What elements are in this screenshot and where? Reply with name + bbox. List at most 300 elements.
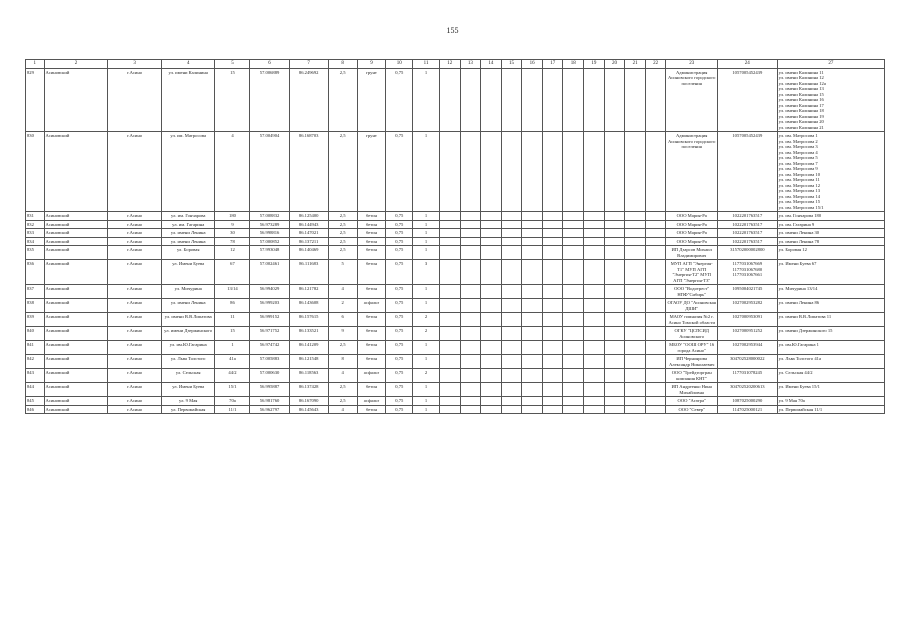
cover-cell: бетон <box>357 383 386 397</box>
ogrn-cell: 304702528000022 <box>717 355 777 369</box>
empty-cell <box>460 405 481 414</box>
page-number: 155 <box>446 26 459 35</box>
empty-cell <box>522 327 543 341</box>
empty-cell <box>522 299 543 313</box>
empty-cell <box>439 220 460 229</box>
column-header: 10 <box>386 60 413 69</box>
empty-cell <box>460 355 481 369</box>
column-header: 20 <box>604 60 625 69</box>
lon-cell: 86.137211 <box>289 237 328 246</box>
lat-cell: 57.008832 <box>250 212 289 221</box>
empty-cell <box>481 327 502 341</box>
city-cell: г.Асино <box>108 285 162 299</box>
empty-cell <box>645 68 666 132</box>
owner-cell: ОГАОУ ДО "Асиновская ДШИ" <box>667 300 716 311</box>
empty-cell <box>481 246 502 260</box>
table-row <box>26 313 885 327</box>
city-cell: г.Асино <box>108 313 162 327</box>
empty-cell <box>522 405 543 414</box>
column-header: 11 <box>413 60 440 69</box>
area-cell: 2,5 <box>328 220 357 229</box>
row-number: 842 <box>26 355 45 369</box>
table-row <box>26 383 885 397</box>
house-cell: 12 <box>215 246 250 260</box>
house-cell: 9 <box>215 220 250 229</box>
lon-cell: 86.140469 <box>289 246 328 260</box>
empty-cell <box>542 260 563 285</box>
empty-cell <box>625 246 646 260</box>
lon-cell: 86.167090 <box>289 397 328 406</box>
empty-cell <box>604 132 625 212</box>
street-cell: ул. им. Гончарова <box>161 212 215 221</box>
volume-cell: 0,75 <box>386 68 413 132</box>
empty-cell <box>501 220 522 229</box>
row-number: 835 <box>26 246 45 260</box>
empty-cell <box>625 132 646 212</box>
cover-cell: бетон <box>357 237 386 246</box>
ogrn-cell: 1147025000121 <box>717 405 777 414</box>
lat-cell: 56.999203 <box>250 299 289 313</box>
count-cell: 2 <box>413 313 440 327</box>
column-header: 5 <box>215 60 250 69</box>
city-cell: г.Асино <box>108 383 162 397</box>
empty-cell <box>645 237 666 246</box>
empty-cell <box>481 220 502 229</box>
empty-cell <box>563 299 584 313</box>
empty-cell <box>645 327 666 341</box>
cover-cell: бетон <box>357 260 386 285</box>
empty-cell <box>625 327 646 341</box>
district-cell: Асиновский <box>44 313 108 327</box>
street-cell: ул. имени Ленина <box>161 237 215 246</box>
house-cell: 15 <box>215 68 250 132</box>
street-cell: ул. им.Ю.Гагарина <box>161 341 215 355</box>
served-addresses-cell <box>777 397 884 406</box>
empty-cell <box>645 299 666 313</box>
lon-cell: 86.141209 <box>289 341 328 355</box>
house-cell: 180 <box>215 212 250 221</box>
cover-cell: бетон <box>357 229 386 238</box>
lat-cell: 56.962797 <box>250 405 289 414</box>
empty-cell <box>501 260 522 285</box>
street-cell: ул. им. Гагарина <box>161 220 215 229</box>
street-cell: ул. имени В.В.Липатова <box>161 313 215 327</box>
owner-cell: ООО Мария-Ра <box>666 212 717 221</box>
empty-cell <box>460 212 481 221</box>
empty-cell <box>584 341 605 355</box>
lat-cell: 56.995887 <box>250 383 289 397</box>
address-line: ул. Первомайская 11/1 <box>778 406 823 412</box>
lon-cell: 86.118563 <box>289 369 328 383</box>
empty-cell <box>522 355 543 369</box>
empty-cell <box>584 327 605 341</box>
count-cell: 2 <box>413 327 440 341</box>
empty-cell <box>501 355 522 369</box>
city-cell: г.Асино <box>108 229 162 238</box>
empty-cell <box>460 220 481 229</box>
ogrn-cell: 1087025000290 <box>717 397 777 406</box>
volume-cell: 0,75 <box>386 369 413 383</box>
address-line: ул. им. Матросова 9 <box>778 166 818 171</box>
empty-cell <box>625 68 646 132</box>
street-cell: ул. имени Ленина <box>161 299 215 313</box>
empty-cell <box>522 383 543 397</box>
address-line: ул. им. Матросова 2 <box>778 138 818 144</box>
served-addresses-cell <box>777 341 884 355</box>
empty-cell <box>439 285 460 299</box>
area-cell: 4 <box>328 369 357 383</box>
address-line: ул. им. Матросова 5 <box>778 155 818 160</box>
owner-cell: ООО Мария-Ра <box>666 237 717 246</box>
empty-cell <box>604 68 625 132</box>
house-cell: 1 <box>215 341 250 355</box>
district-cell: Асиновский <box>44 68 108 132</box>
empty-cell <box>439 355 460 369</box>
lat-cell: 56.973289 <box>250 220 289 229</box>
count-cell: 3 <box>413 260 440 285</box>
district-cell: Асиновский <box>44 260 108 285</box>
volume-cell: 0,75 <box>386 405 413 414</box>
column-header: 7 <box>289 60 328 69</box>
served-addresses-cell <box>777 299 884 313</box>
ogrn-cell: 1027000953091 <box>717 313 777 327</box>
count-cell: 1 <box>413 397 440 406</box>
lat-cell: 57.000852 <box>250 237 289 246</box>
house-cell: 70а <box>215 397 250 406</box>
area-cell: 2,5 <box>328 132 357 212</box>
lat-cell: 56.974742 <box>250 341 289 355</box>
empty-cell <box>460 341 481 355</box>
empty-cell <box>542 313 563 327</box>
lon-cell: 86.137428 <box>289 383 328 397</box>
area-cell: 2,5 <box>328 383 357 397</box>
table-row <box>26 229 885 238</box>
volume-cell: 0,75 <box>386 260 413 285</box>
house-cell: 30 <box>215 229 250 238</box>
row-number: 843 <box>26 369 45 383</box>
address-line: ул. им. Матросова 15/1 <box>778 204 824 210</box>
served-addresses-cell <box>777 237 884 246</box>
ogrn-cell: 1177031078245 <box>717 369 777 383</box>
empty-cell <box>604 212 625 221</box>
address-line: ул. им. Матросова 14 <box>778 193 821 199</box>
empty-cell <box>563 313 584 327</box>
empty-cell <box>460 237 481 246</box>
table-row <box>26 341 885 355</box>
empty-cell <box>481 237 502 246</box>
address-line: ул. им. Матросова 10 <box>778 171 821 177</box>
empty-cell <box>645 355 666 369</box>
lon-cell: 86.145643 <box>289 405 328 414</box>
area-cell: 8 <box>328 355 357 369</box>
street-cell: ул. имени Калинина <box>161 68 215 132</box>
empty-cell <box>501 285 522 299</box>
empty-cell <box>522 68 543 132</box>
city-cell: г.Асино <box>108 220 162 229</box>
column-header: 3 <box>108 60 162 69</box>
empty-cell <box>542 355 563 369</box>
empty-cell <box>460 327 481 341</box>
empty-cell <box>625 369 646 383</box>
waste-sites-table <box>25 59 885 414</box>
empty-cell <box>501 397 522 406</box>
ogrn-cell: 1057005452439 <box>717 68 777 132</box>
served-addresses-cell <box>777 285 884 299</box>
empty-cell <box>501 369 522 383</box>
empty-cell <box>481 383 502 397</box>
row-number: 833 <box>26 229 45 238</box>
cover-cell: бетон <box>357 246 386 260</box>
empty-cell <box>563 229 584 238</box>
lon-cell: 86.133521 <box>289 327 328 341</box>
owner-cell: ИП Черноярова Александр Николаевич <box>666 355 717 369</box>
empty-cell <box>501 299 522 313</box>
owner-cell: ИП Дзарсов Михаил Владимирович <box>666 246 717 260</box>
empty-cell <box>584 237 605 246</box>
served-addresses-cell <box>777 132 884 212</box>
table-row <box>26 285 885 299</box>
empty-cell <box>481 313 502 327</box>
empty-cell <box>460 229 481 238</box>
cover-cell: грунт <box>357 132 386 212</box>
area-cell: 2,5 <box>328 246 357 260</box>
empty-cell <box>645 383 666 397</box>
empty-cell <box>439 397 460 406</box>
served-addresses-cell <box>777 313 884 327</box>
area-cell: 2,5 <box>328 397 357 406</box>
address-line: ул. Имени Буева 15/1 <box>778 384 820 389</box>
city-cell: г.Асино <box>108 405 162 414</box>
empty-cell <box>645 369 666 383</box>
empty-cell <box>584 246 605 260</box>
empty-cell <box>645 246 666 260</box>
empty-cell <box>563 383 584 397</box>
empty-cell <box>625 229 646 238</box>
count-cell: 1 <box>413 246 440 260</box>
empty-cell <box>563 246 584 260</box>
empty-cell <box>542 68 563 132</box>
empty-cell <box>439 132 460 212</box>
volume-cell: 0,75 <box>386 229 413 238</box>
empty-cell <box>625 397 646 406</box>
empty-cell <box>501 405 522 414</box>
empty-cell <box>645 405 666 414</box>
empty-cell <box>460 285 481 299</box>
cover-cell: асфальт <box>357 397 386 406</box>
table-row <box>26 246 885 260</box>
address-line: ул. Сельская 44/2 <box>778 370 813 375</box>
empty-cell <box>542 405 563 414</box>
volume-cell: 0,75 <box>386 355 413 369</box>
city-cell: г.Асино <box>108 68 162 132</box>
row-number: 838 <box>26 299 45 313</box>
owner-cell: МБОУ "ООШ ОРУ" 16 города Асино" <box>666 341 717 355</box>
address-line: ул. имени Ленина 78 <box>778 238 820 244</box>
cover-cell: бетон <box>357 355 386 369</box>
empty-cell <box>542 341 563 355</box>
lon-cell: 86.157615 <box>289 313 328 327</box>
address-line: ул. имени Калинина 21 <box>778 124 824 130</box>
city-cell: г.Асино <box>108 132 162 212</box>
empty-cell <box>501 327 522 341</box>
empty-cell <box>625 405 646 414</box>
column-header: 15 <box>501 60 522 69</box>
ogrn-cell: 1057005452439 <box>717 132 777 212</box>
empty-cell <box>542 299 563 313</box>
cover-cell: бетон <box>357 341 386 355</box>
table-row <box>26 68 885 132</box>
column-header: 18 <box>563 60 584 69</box>
owner-cell: ООО "Трейдторгран компания КНТ" <box>666 369 717 383</box>
cover-cell: бетон <box>357 285 386 299</box>
row-number: 830 <box>26 132 45 212</box>
empty-cell <box>604 260 625 285</box>
table-row <box>26 220 885 229</box>
empty-cell <box>584 220 605 229</box>
empty-cell <box>439 299 460 313</box>
empty-cell <box>460 132 481 212</box>
empty-cell <box>542 327 563 341</box>
empty-cell <box>625 285 646 299</box>
table-row <box>26 327 885 341</box>
address-line: ул. имени Калинина 17 <box>778 102 824 108</box>
empty-cell <box>522 212 543 221</box>
ogrn-cell: 1027002953282 <box>717 299 777 313</box>
area-cell: 2,5 <box>328 68 357 132</box>
owner-cell: Администрация Асиновского городского поселения <box>666 132 717 212</box>
count-cell: 1 <box>413 237 440 246</box>
empty-cell <box>604 220 625 229</box>
lat-cell: 57.002461 <box>250 260 289 285</box>
address-line: ул. 9 Мая 70а <box>778 398 805 403</box>
address-line: ул. им. Матросова 7 <box>778 160 818 166</box>
street-cell: ул. Мичурина <box>161 285 215 299</box>
ogrn-cell: 1027002953944 <box>717 341 777 355</box>
address-line: ул. Мичурина 13/14 <box>778 286 818 291</box>
owner-cell: ООО "Агатра" <box>666 397 717 406</box>
city-cell: г.Асино <box>108 237 162 246</box>
row-number: 837 <box>26 285 45 299</box>
lon-cell: 86.147021 <box>289 229 328 238</box>
street-cell: ул. 9 Мая <box>161 397 215 406</box>
empty-cell <box>522 313 543 327</box>
empty-cell <box>625 212 646 221</box>
owner-cell: МАОУ гимназия №2 г. Асино Томской области <box>666 313 717 327</box>
street-cell: ул. имени Ленина <box>161 229 215 238</box>
lon-cell: 86.144943 <box>289 220 328 229</box>
empty-cell <box>501 383 522 397</box>
area-cell: 4 <box>328 405 357 414</box>
empty-cell <box>439 327 460 341</box>
count-cell: 1 <box>413 229 440 238</box>
district-cell: Асиновский <box>44 229 108 238</box>
empty-cell <box>501 132 522 212</box>
street-cell: ул. Льва Толстого <box>161 355 215 369</box>
table-row <box>26 212 885 221</box>
district-cell: Асиновский <box>44 341 108 355</box>
empty-cell <box>481 229 502 238</box>
lon-cell: 86.143608 <box>289 299 328 313</box>
area-cell: 2,5 <box>328 212 357 221</box>
empty-cell <box>625 299 646 313</box>
empty-cell <box>439 405 460 414</box>
empty-cell <box>542 383 563 397</box>
count-cell: 1 <box>413 355 440 369</box>
address-line: ул. имени Калинина 16 <box>778 97 824 102</box>
column-header: 16 <box>522 60 543 69</box>
volume-cell: 0,75 <box>386 285 413 299</box>
row-number: 831 <box>26 212 45 221</box>
address-line: ул. им. Матросова 4 <box>778 149 818 155</box>
district-cell: Асиновский <box>44 369 108 383</box>
empty-cell <box>460 313 481 327</box>
empty-cell <box>625 341 646 355</box>
owner-cell: Администрация Асиновского городского поселения <box>666 68 717 132</box>
served-addresses-cell <box>777 405 884 414</box>
served-addresses-cell <box>777 260 884 285</box>
ogrn-cell: 304702520200613 <box>717 383 777 397</box>
address-line: ул. имени Калинина 11 <box>778 69 824 75</box>
house-cell: 86 <box>215 299 250 313</box>
empty-cell <box>584 229 605 238</box>
city-cell: г.Асино <box>108 341 162 355</box>
table-row <box>26 355 885 369</box>
house-cell: 4 <box>215 132 250 212</box>
district-cell: Асиновский <box>44 220 108 229</box>
empty-cell <box>439 369 460 383</box>
cover-cell: асфальт <box>357 299 386 313</box>
count-cell: 2 <box>413 369 440 383</box>
lon-cell: 86.121548 <box>289 355 328 369</box>
served-addresses-cell <box>777 229 884 238</box>
empty-cell <box>584 405 605 414</box>
cover-cell: грунт <box>357 68 386 132</box>
column-header: 14 <box>481 60 502 69</box>
empty-cell <box>563 341 584 355</box>
empty-cell <box>481 369 502 383</box>
address-line: ул. Льва Толстого 41а <box>778 356 821 361</box>
count-cell: 1 <box>413 220 440 229</box>
column-header: 8 <box>328 60 357 69</box>
district-cell: Асиновский <box>44 212 108 221</box>
house-cell: 44/2 <box>215 369 250 383</box>
house-cell: 11 <box>215 313 250 327</box>
empty-cell <box>481 405 502 414</box>
empty-cell <box>522 132 543 212</box>
empty-cell <box>439 260 460 285</box>
table-row <box>26 397 885 406</box>
ogrn-cell: 1027000951252 <box>717 327 777 341</box>
row-number: 840 <box>26 327 45 341</box>
count-cell: 1 <box>413 132 440 212</box>
address-line: ул. имени Дзержинского 15 <box>778 328 833 333</box>
ogrn-cell: 1022201763517 <box>717 229 777 238</box>
empty-cell <box>563 237 584 246</box>
empty-cell <box>460 369 481 383</box>
count-cell: 1 <box>413 341 440 355</box>
city-cell: г.Асино <box>108 355 162 369</box>
lat-cell: 57.000630 <box>250 369 289 383</box>
empty-cell <box>604 341 625 355</box>
served-addresses-cell <box>777 383 884 397</box>
volume-cell: 0,75 <box>386 327 413 341</box>
empty-cell <box>584 383 605 397</box>
address-line: ул. им. Матросова 15 <box>778 199 821 204</box>
district-cell: Асиновский <box>44 383 108 397</box>
address-line: ул. имени Калинина 12 <box>778 75 824 80</box>
street-cell: ул. Имени Буева <box>161 260 215 285</box>
column-header: 17 <box>542 60 563 69</box>
